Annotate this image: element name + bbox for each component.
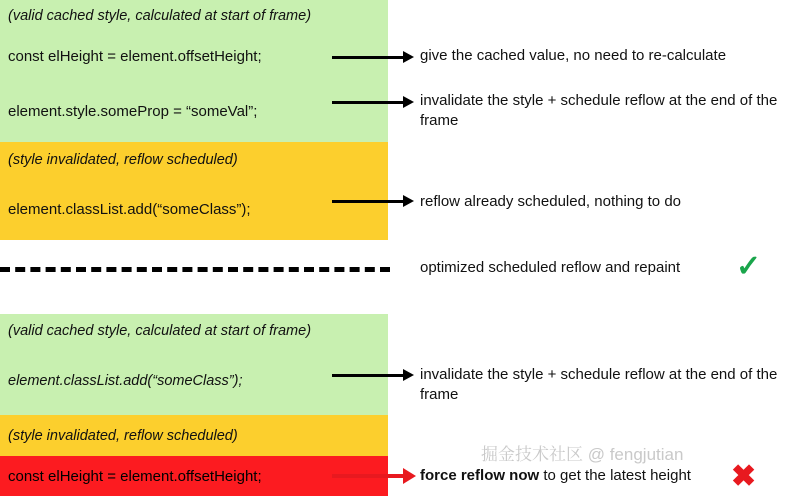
- code-block-style-invalidated-top: [0, 142, 388, 178]
- code-block-forced-reflow: [0, 456, 388, 496]
- code-block-label: (valid cached style, calculated at start of frame): [8, 8, 312, 24]
- code-block-label: const elHeight = element.offsetHeight;: [8, 47, 262, 65]
- code-block-label: (style invalidated, reflow scheduled): [8, 427, 238, 444]
- arrow-right-icon: [332, 51, 414, 63]
- watermark-label: 掘金技术社区 @ fengjutian: [481, 445, 684, 464]
- code-block-label: element.classList.add(“someClass”);: [8, 373, 243, 389]
- note-text: invalidate the style + schedule reflow at the end of the frame: [420, 366, 778, 403]
- note-text: optimized scheduled reflow and repaint: [420, 259, 681, 276]
- note-text: reflow already scheduled, nothing to do: [420, 193, 682, 210]
- cross-glyph: ✖: [731, 460, 757, 493]
- check-glyph: ✓: [736, 250, 762, 283]
- code-block-classlist-add-top: [0, 178, 388, 240]
- check-mark-icon: [736, 252, 761, 282]
- note-text-bold: force reflow now: [420, 467, 540, 484]
- arrow-right-icon: [332, 96, 414, 108]
- code-block-label: (valid cached style, calculated at start of frame): [8, 322, 312, 339]
- code-block-offsetheight-read: [0, 32, 388, 80]
- code-block-cached-style-bottom: [0, 314, 388, 347]
- arrow-right-red-icon: [332, 470, 414, 482]
- note-text: invalidate the style + schedule reflow at the end of the frame: [420, 92, 778, 129]
- code-block-label: element.classList.add(“someClass”);: [8, 200, 251, 218]
- arrow-right-icon: [332, 369, 414, 381]
- note-cached-value: [420, 46, 780, 66]
- note-reflow-already-scheduled: [420, 192, 780, 212]
- note-text-rest: to get the latest height: [539, 467, 691, 484]
- watermark-text: [481, 440, 683, 465]
- code-block-label: const elHeight = element.offsetHeight;: [8, 467, 262, 485]
- dashed-frame-boundary: [0, 267, 390, 272]
- note-invalidate-style-top: [420, 91, 780, 131]
- code-block-cached-style-top: [0, 0, 388, 32]
- code-block-label: element.style.someProp = “someVal”;: [8, 102, 258, 120]
- code-block-style-someprop-write: [0, 80, 388, 142]
- note-force-reflow: [420, 466, 780, 486]
- note-text: give the cached value, no need to re-calculate: [420, 47, 727, 64]
- note-invalidate-style-bottom: [420, 365, 780, 405]
- code-block-label: (style invalidated, reflow scheduled): [8, 152, 238, 168]
- cross-mark-icon: [731, 462, 756, 492]
- code-block-classlist-add-bottom: [0, 347, 388, 415]
- arrow-right-icon: [332, 195, 414, 207]
- code-block-style-invalidated-bottom: [0, 415, 388, 456]
- note-optimized-reflow: [420, 258, 780, 278]
